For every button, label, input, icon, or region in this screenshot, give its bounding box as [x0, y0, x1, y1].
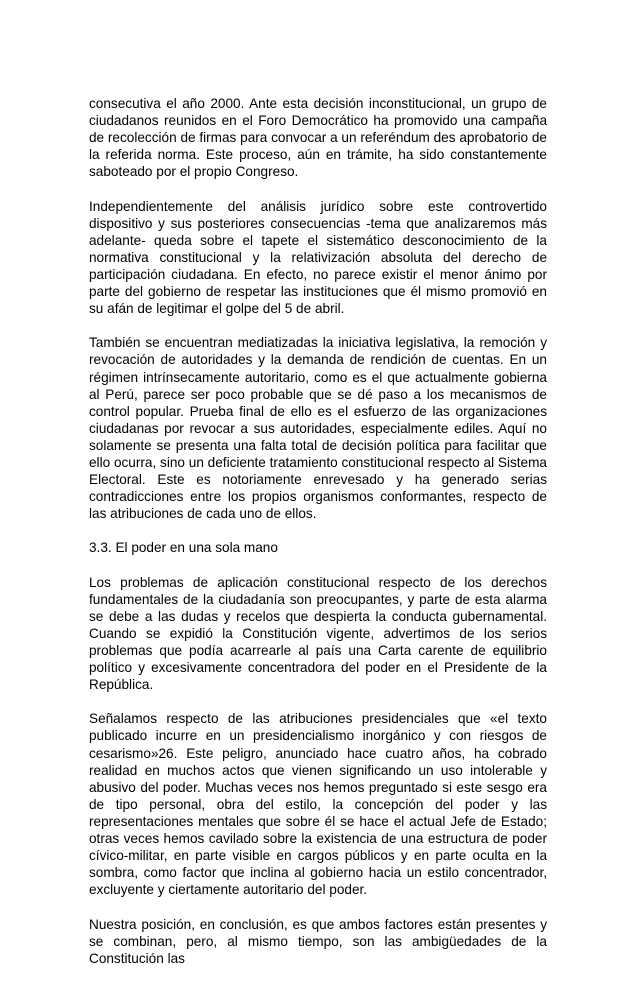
paragraph: Nuestra posición, en conclusión, es que ambos factores están presentes y se combinan, pero, al mismo tiempo, son las ambigüedades de la Constitución las	[89, 916, 547, 966]
paragraph: Independientemente del análisis jurídico sobre este controvertido dispositivo y sus posteriores consecuencias -tema que analizaremos más adelante- queda sobre el tapete el sistemático desconocimiento de la normativa constitucional y la relativización absoluta del derecho de participación ciudadana. En efecto, no parece existir el menor ánimo por parte del gobierno de respetar las instituciones que él mismo promovió en su afán de legitimar el golpe del 5 de abril.	[89, 198, 547, 317]
paragraph: También se encuentran mediatizadas la iniciativa legislativa, la remoción y revocación de autoridades y la demanda de rendición de cuentas. En un régimen intrínsecamente autoritario, como es el que actualmente gobierna al Perú, parece ser poco probable que se dé paso a los mecanismos de control popular. Prueba final de ello es el esfuerzo de las organizaciones ciudadanas por revocar a sus autoridades, especialmente ediles. Aquí no solamente se presenta una falta total de decisión política para facilitar que ello ocurra, sino un deficiente tratamiento constitucional respecto al Sistema Electoral. Este es notoriamente enrevesado y ha generado serias contradicciones entre los propios organismos conformantes, respecto de las atribuciones de cada uno de ellos.	[89, 335, 547, 522]
paragraph: Los problemas de aplicación constitucional respecto de los derechos fundamentales de la ciudadanía son preocupantes, y parte de esta alarma se debe a las dudas y recelos que despierta la conducta gubernamental. Cuando se expidió la Constitución vigente, advertimos de los serios problemas que podía acarrearle al país una Carta carente de equilibrio político y excesivamente concentradora del poder en el Presidente de la República.	[89, 574, 547, 693]
document-page	[89, 95, 547, 984]
paragraph: Señalamos respecto de las atribuciones presidenciales que «el texto publicado incurre en un presidencialismo inorgánico y con riesgos de cesarismo»26. Este peligro, anunciado hace cuatro años, ha cobrado realidad en muchos actos que vienen significando un uso intolerable y abusivo del poder. Muchas veces nos hemos preguntado si este sesgo era de tipo personal, obra del estilo, la concepción del poder y las representaciones mentales que sobre él se hace el actual Jefe de Estado; otras veces hemos cavilado sobre la existencia de una estructura de poder cívico-militar, en parte visible en cargos públicos y en parte oculta en la sombra, como factor que inclina al gobierno hacia un estilo concentrador, excluyente y ciertamente autoritario del poder.	[89, 711, 547, 898]
section-heading: 3.3. El poder en una sola mano	[89, 540, 278, 556]
paragraph: consecutiva el año 2000. Ante esta decisión inconstitucional, un grupo de ciudadanos reunidos en el Foro Democrático ha promovido una campaña de recolección de firmas para convocar a un referéndum des aprobatorio de la referida norma. Este proceso, aún en trámite, ha sido constantemente saboteado por el propio Congreso.	[89, 96, 547, 180]
